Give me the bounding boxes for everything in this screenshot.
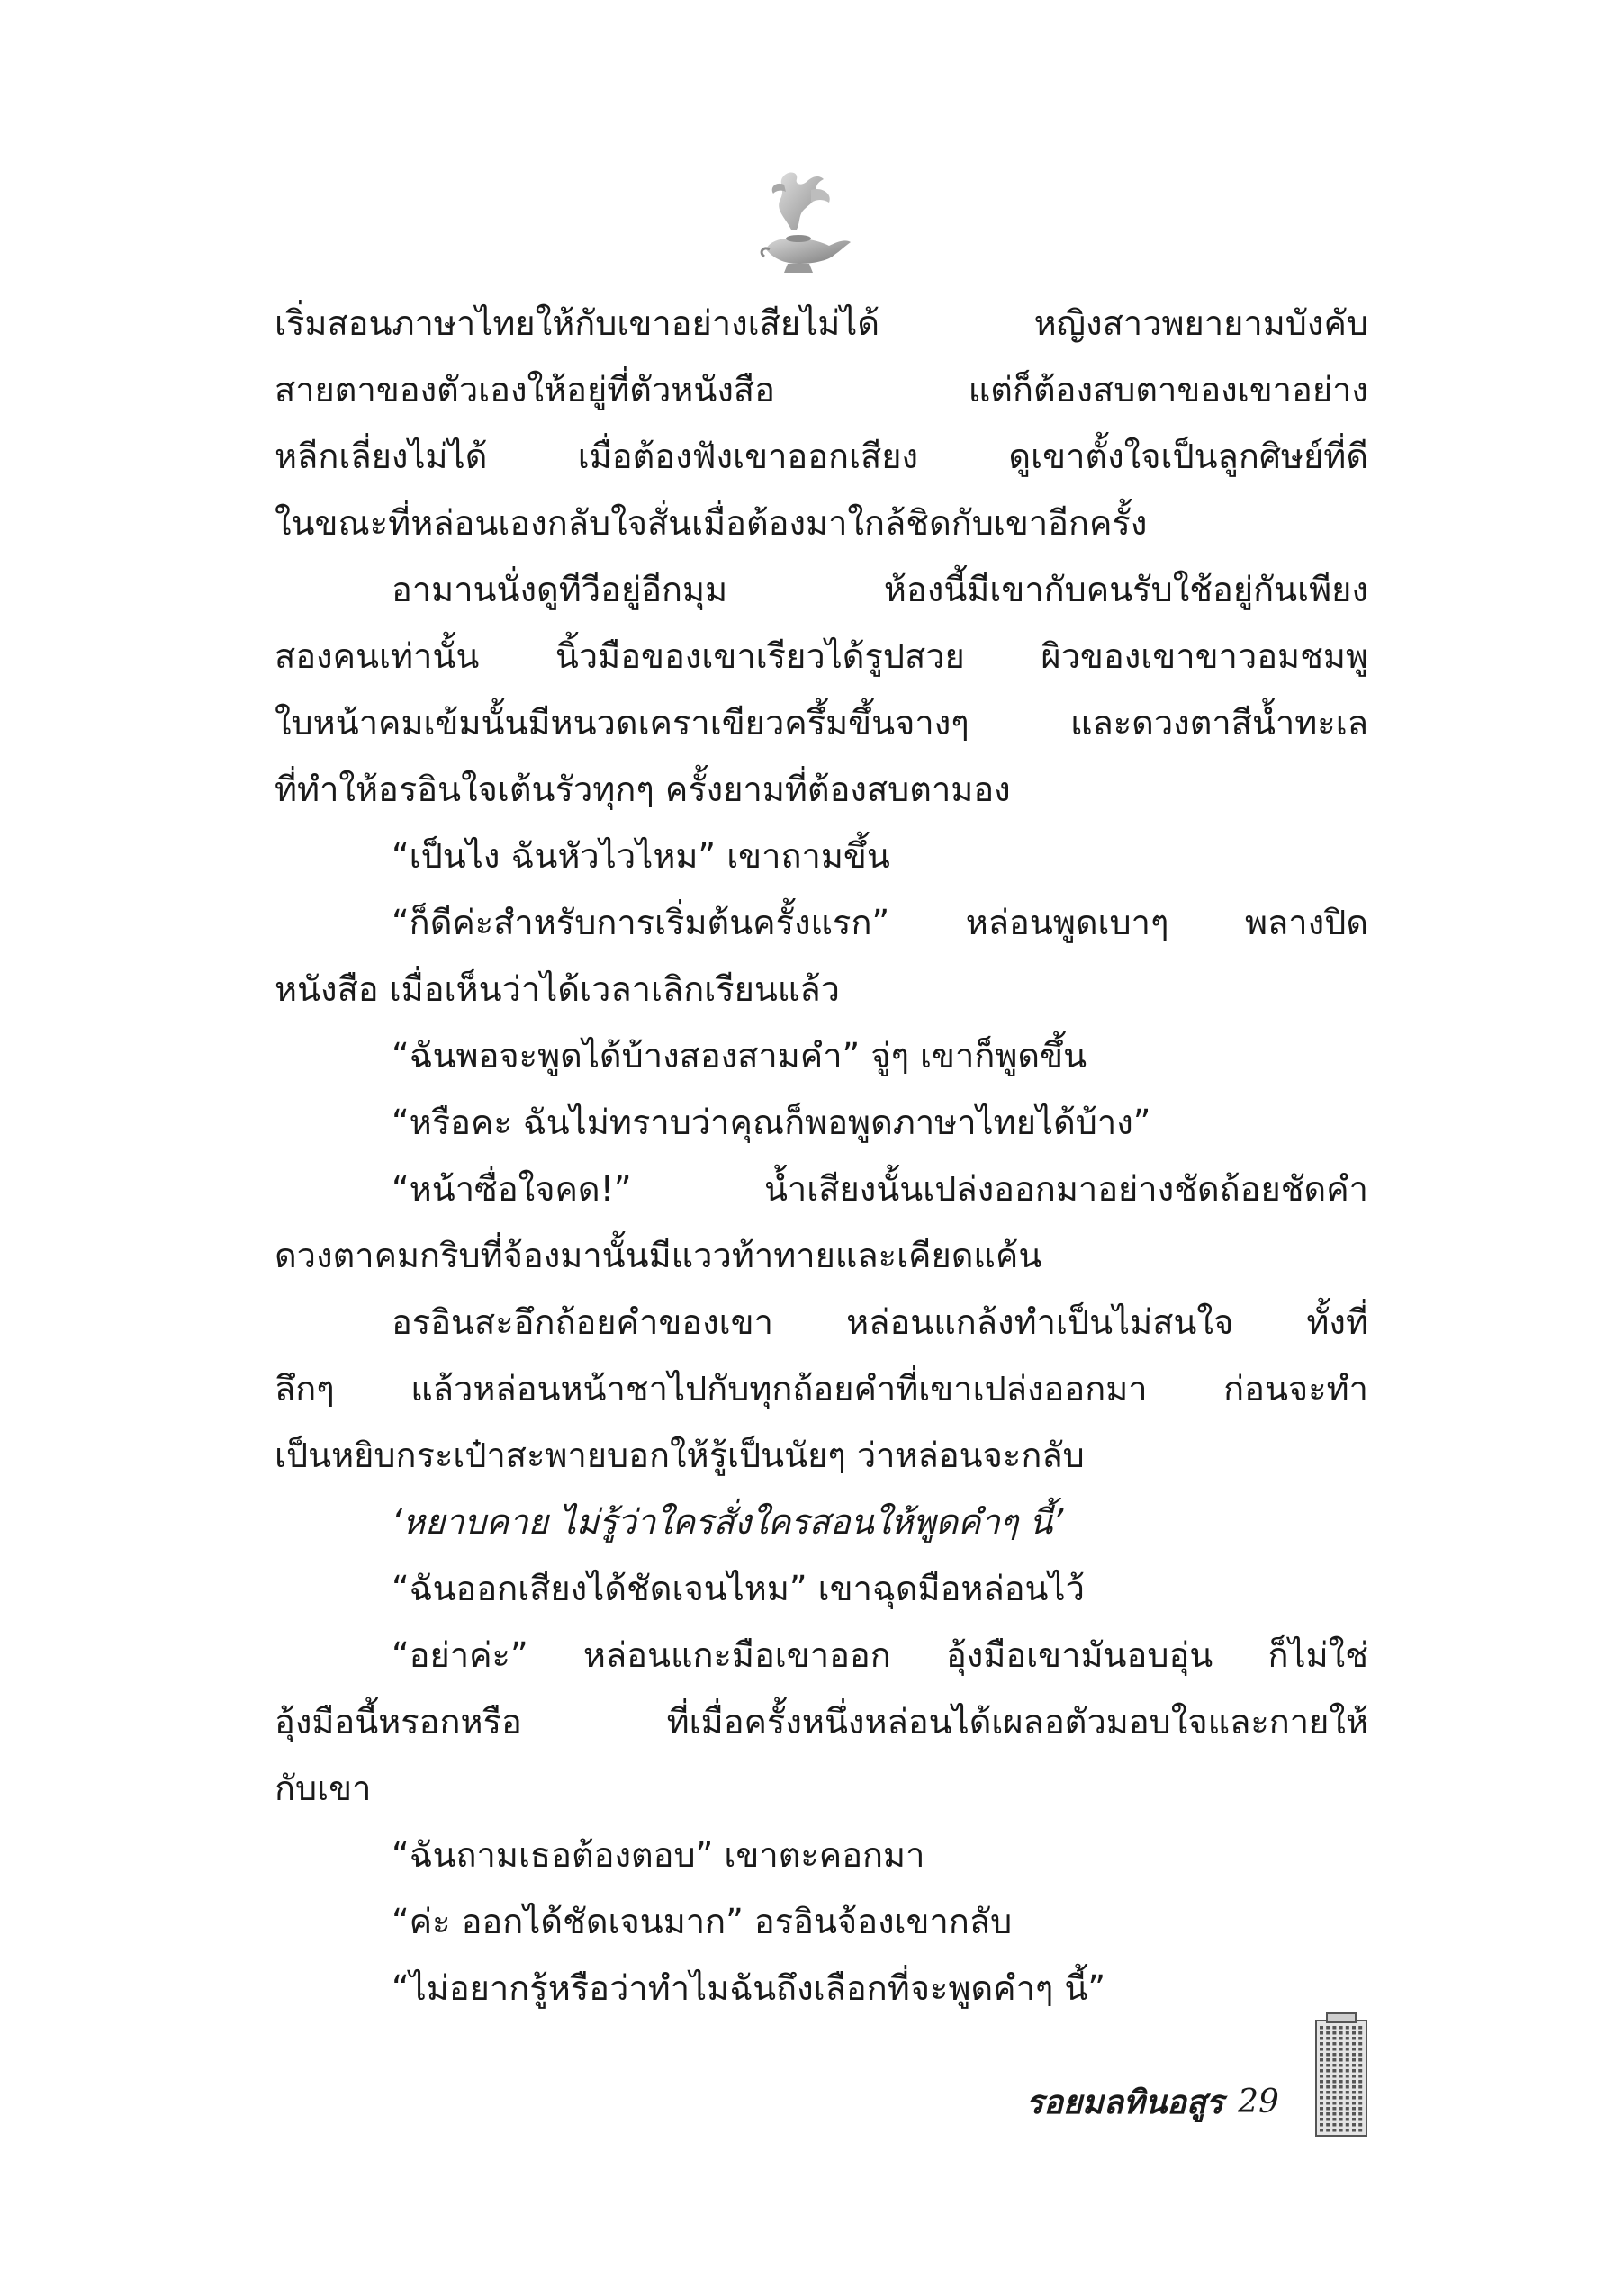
building-window	[1339, 2031, 1343, 2035]
text-line: อุ้งมือนี้หรอกหรือ ที่เมื่อครั้งหนึ่งหล่อนได้เผลอตัวมอบใจและกายให้	[275, 1702, 1368, 1742]
building-window	[1352, 2129, 1356, 2132]
building-window	[1346, 2129, 1349, 2132]
building-window	[1320, 2118, 1323, 2121]
building-window	[1332, 2064, 1336, 2067]
building-window	[1332, 2129, 1336, 2132]
building-window	[1326, 2096, 1330, 2100]
text-line: เริ่มสอนภาษาไทยให้กับเขาอย่างเสียไม่ได้ หญิงสาวพยายามบังคับ	[275, 303, 1368, 343]
text-line: หนังสือ เมื่อเห็นว่าได้เวลาเลิกเรียนแล้ว	[275, 969, 841, 1009]
building-window	[1358, 2075, 1362, 2078]
building-window	[1346, 2091, 1349, 2094]
text-line: “เป็นไง ฉันหัวไวไหม” เขาถามขึ้น	[392, 836, 890, 876]
building-window	[1320, 2026, 1323, 2030]
building-window	[1352, 2048, 1356, 2051]
building-window	[1320, 2112, 1323, 2116]
building-window	[1339, 2118, 1343, 2121]
building-window	[1352, 2112, 1356, 2116]
building-window	[1346, 2053, 1349, 2057]
text-line: สายตาของตัวเองให้อยู่ที่ตัวหนังสือ แต่ก็ต้องสบตาของเขาอย่าง	[275, 370, 1368, 410]
text-line: สองคนเท่านั้น นิ้วมือของเขาเรียวได้รูปสวย ผิวของเขาขาวอมชมพู	[275, 636, 1368, 676]
building-window	[1339, 2053, 1343, 2057]
building-window	[1320, 2064, 1323, 2067]
building-window	[1346, 2107, 1349, 2111]
building-window	[1320, 2042, 1323, 2046]
building-window	[1326, 2091, 1330, 2094]
building-window	[1339, 2058, 1343, 2062]
building-window	[1346, 2102, 1349, 2105]
text-line: “ฉันออกเสียงได้ชัดเจนไหม” เขาฉุดมือหล่อนไว้	[392, 1569, 1085, 1608]
building-window	[1332, 2085, 1336, 2089]
building-window	[1320, 2102, 1323, 2105]
building-window	[1320, 2069, 1323, 2073]
building-window	[1326, 2058, 1330, 2062]
building-window	[1320, 2080, 1323, 2084]
building-window	[1339, 2107, 1343, 2111]
building-window	[1320, 2058, 1323, 2062]
building-window	[1339, 2026, 1343, 2030]
building-window	[1339, 2075, 1343, 2078]
genie-lamp-icon	[757, 167, 856, 279]
building-window	[1332, 2075, 1336, 2078]
building-window	[1326, 2118, 1330, 2121]
building-window	[1352, 2085, 1356, 2089]
building-window	[1346, 2096, 1349, 2100]
building-window	[1339, 2080, 1343, 2084]
building-window	[1352, 2080, 1356, 2084]
building-window	[1352, 2096, 1356, 2100]
building-window	[1339, 2069, 1343, 2073]
building-window	[1358, 2123, 1362, 2127]
text-line: หลีกเลี่ยงไม่ได้ เมื่อต้องฟังเขาออกเสียง ดูเขาตั้งใจเป็นลูกศิษย์ที่ดี	[275, 437, 1368, 476]
building-window	[1326, 2080, 1330, 2084]
building-window	[1339, 2064, 1343, 2067]
building-icon	[1311, 2012, 1372, 2138]
text-line: “หน้าซื่อใจคด!” น้ำเสียงนั้นเปล่งออกมาอย่างชัดถ้อยชัดคำ	[392, 1169, 1368, 1209]
building-window	[1352, 2075, 1356, 2078]
page-footer	[1026, 2075, 1279, 2129]
building-window	[1358, 2102, 1362, 2105]
building-window	[1339, 2102, 1343, 2105]
building-window	[1358, 2053, 1362, 2057]
building-window	[1332, 2042, 1336, 2046]
building-window	[1332, 2118, 1336, 2121]
building-window	[1346, 2064, 1349, 2067]
building-window	[1320, 2096, 1323, 2100]
text-line: ที่ทำให้อรอินใจเต้นรัวทุกๆ ครั้งยามที่ต้องสบตามอง	[275, 770, 1011, 809]
text-line: กับเขา	[275, 1769, 372, 1808]
building-window	[1339, 2085, 1343, 2089]
building-window	[1326, 2031, 1330, 2035]
building-window	[1320, 2091, 1323, 2094]
text-line: ลึกๆ แล้วหล่อนหน้าชาไปกับทุกถ้อยคำที่เขาเปล่งออกมา ก่อนจะทำ	[275, 1369, 1368, 1409]
building-window	[1358, 2026, 1362, 2030]
building-window	[1352, 2026, 1356, 2030]
building-window	[1346, 2048, 1349, 2051]
building-window	[1326, 2026, 1330, 2030]
building-window	[1352, 2123, 1356, 2127]
building-window	[1346, 2075, 1349, 2078]
building-window	[1320, 2048, 1323, 2051]
building-window	[1320, 2031, 1323, 2035]
building-window	[1320, 2053, 1323, 2057]
building-window	[1346, 2042, 1349, 2046]
building-window	[1358, 2080, 1362, 2084]
building-window	[1326, 2112, 1330, 2116]
text-line: ดวงตาคมกริบที่จ้องมานั้นมีแววท้าทายและเคียดแค้น	[275, 1236, 1042, 1275]
building-window	[1320, 2085, 1323, 2089]
page-number: 29	[1238, 2083, 1279, 2120]
building-window	[1332, 2048, 1336, 2051]
building-window	[1332, 2112, 1336, 2116]
building-window	[1339, 2037, 1343, 2040]
building-window	[1352, 2107, 1356, 2111]
building-window	[1326, 2075, 1330, 2078]
building-window	[1326, 2053, 1330, 2057]
building-window	[1346, 2037, 1349, 2040]
building-window	[1352, 2031, 1356, 2035]
building-window	[1332, 2026, 1336, 2030]
building-window	[1339, 2042, 1343, 2046]
book-title: รอยมลทินอสูร	[1026, 2083, 1224, 2121]
text-line: อรอินสะอึกถ้อยคำของเขา หล่อนแกล้งทำเป็นไม่สนใจ ทั้งที่	[392, 1302, 1368, 1342]
building-window	[1358, 2042, 1362, 2046]
building-window	[1326, 2064, 1330, 2067]
building-window	[1346, 2026, 1349, 2030]
text-line: อามานนั่งดูทีวีอยู่อีกมุม ห้องนี้มีเขากับคนรับใช้อยู่กันเพียง	[392, 570, 1368, 609]
building-window	[1358, 2064, 1362, 2067]
building-window	[1320, 2075, 1323, 2078]
building-window	[1320, 2037, 1323, 2040]
building-window	[1358, 2037, 1362, 2040]
text-line: “ไม่อยากรู้หรือว่าทำไมฉันถึงเลือกที่จะพูดคำๆ นี้”	[392, 1968, 1106, 2008]
building-window	[1358, 2058, 1362, 2062]
text-line: เป็นหยิบกระเป๋าสะพายบอกให้รู้เป็นนัยๆ ว่าหล่อนจะกลับ	[275, 1436, 1085, 1475]
building-window	[1352, 2102, 1356, 2105]
building-window	[1339, 2112, 1343, 2116]
building-window	[1326, 2107, 1330, 2111]
building-window	[1332, 2080, 1336, 2084]
building-window	[1332, 2091, 1336, 2094]
building-window	[1352, 2058, 1356, 2062]
building-window	[1339, 2091, 1343, 2094]
building-window	[1326, 2048, 1330, 2051]
building-window	[1358, 2118, 1362, 2121]
building-window	[1332, 2096, 1336, 2100]
text-line: “ค่ะ ออกได้ชัดเจนมาก” อรอินจ้องเขากลับ	[392, 1902, 1013, 1941]
text-line: “หรือคะ ฉันไม่ทราบว่าคุณก็พอพูดภาษาไทยได้บ้าง”	[392, 1103, 1151, 1142]
building-window	[1332, 2053, 1336, 2057]
building-window	[1346, 2118, 1349, 2121]
text-line: ใบหน้าคมเข้มนั้นมีหนวดเคราเขียวครึ้มขึ้นจางๆ และดวงตาสีน้ำทะเล	[275, 703, 1368, 743]
building-window	[1352, 2037, 1356, 2040]
building-window	[1326, 2085, 1330, 2089]
text-line: “ฉันพอจะพูดได้บ้างสองสามคำ” จู่ๆ เขาก็พูดขึ้น	[392, 1036, 1087, 1076]
building-window	[1332, 2037, 1336, 2040]
building-window	[1352, 2042, 1356, 2046]
text-line: ‘หยาบคาย ไม่รู้ว่าใครสั่งใครสอนให้พูดคำๆ นี้’	[392, 1502, 1064, 1542]
building-window	[1352, 2091, 1356, 2094]
building-window	[1332, 2069, 1336, 2073]
building-window	[1339, 2123, 1343, 2127]
building-window	[1332, 2031, 1336, 2035]
building-window	[1346, 2069, 1349, 2073]
building-window	[1326, 2069, 1330, 2073]
building-window	[1320, 2107, 1323, 2111]
building-window	[1326, 2037, 1330, 2040]
building-window	[1358, 2129, 1362, 2132]
building-window	[1326, 2129, 1330, 2132]
building-window	[1326, 2123, 1330, 2127]
building-window	[1358, 2096, 1362, 2100]
text-line: “อย่าค่ะ” หล่อนแกะมือเขาออก อุ้งมือเขามันอบอุ่น ก็ไม่ใช่	[392, 1635, 1368, 1675]
building-window	[1352, 2118, 1356, 2121]
building-window	[1358, 2048, 1362, 2051]
building-window	[1358, 2069, 1362, 2073]
building-window	[1352, 2053, 1356, 2057]
building-window	[1352, 2069, 1356, 2073]
building-window	[1358, 2107, 1362, 2111]
building-window	[1339, 2129, 1343, 2132]
building-window	[1346, 2080, 1349, 2084]
building-window	[1346, 2112, 1349, 2116]
building-window	[1332, 2123, 1336, 2127]
building-window	[1339, 2096, 1343, 2100]
building-window	[1332, 2107, 1336, 2111]
building-window	[1326, 2042, 1330, 2046]
building-window	[1332, 2102, 1336, 2105]
text-line: “ก็ดีค่ะสำหรับการเริ่มต้นครั้งแรก” หล่อนพูดเบาๆ พลางปิด	[392, 903, 1368, 942]
building-window	[1346, 2058, 1349, 2062]
building-window	[1346, 2031, 1349, 2035]
building-window	[1358, 2031, 1362, 2035]
building-window	[1320, 2123, 1323, 2127]
building-window	[1320, 2129, 1323, 2132]
building-window	[1346, 2085, 1349, 2089]
text-line: ในขณะที่หล่อนเองกลับใจสั่นเมื่อต้องมาใกล้ชิดกับเขาอีกครั้ง	[275, 503, 1148, 543]
text-line: “ฉันถามเธอต้องตอบ” เขาตะคอกมา	[392, 1835, 925, 1875]
building-window	[1358, 2112, 1362, 2116]
building-window	[1358, 2085, 1362, 2089]
building-window	[1332, 2058, 1336, 2062]
building-window	[1339, 2048, 1343, 2051]
building-window	[1358, 2091, 1362, 2094]
building-window	[1352, 2064, 1356, 2067]
building-window	[1346, 2123, 1349, 2127]
body-text	[275, 290, 1368, 2021]
building-window	[1326, 2102, 1330, 2105]
